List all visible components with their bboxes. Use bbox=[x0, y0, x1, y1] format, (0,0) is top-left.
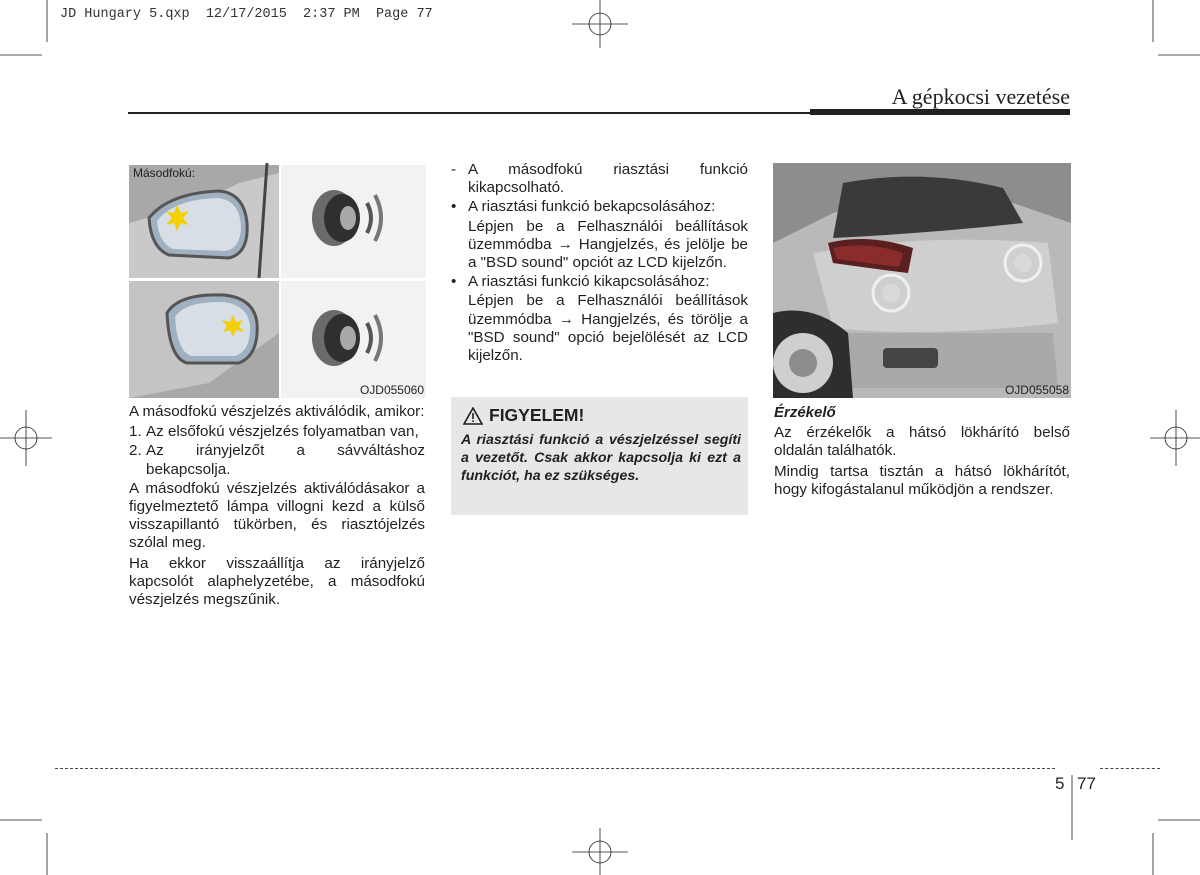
figure-code: OJD055058 bbox=[1004, 383, 1069, 397]
footer-rule-left bbox=[55, 768, 1055, 769]
paragraph: Ha ekkor visszaállítja az irányjelző kapcsolót alaphelyzetébe, a másodfokú vészjelzés megszűnik. bbox=[129, 554, 425, 609]
list-marker bbox=[451, 218, 468, 273]
list-item bbox=[129, 442, 425, 478]
list-text: Az irányjelzőt a sávváltáshoz bekapcsolja. bbox=[146, 442, 425, 478]
header-rule bbox=[128, 112, 810, 114]
list-item bbox=[129, 423, 425, 441]
paragraph: Mindig tartsa tisztán a hátsó lökhárítót, hogy kifogástalanul működjön a rendszer. bbox=[774, 462, 1070, 498]
paragraph: A másodfokú vészjelzés aktiválódásakor a figyelmeztető lámpa villogni kezd a külső visszapillantó tükörben, és riasztójelzés szólal meg. bbox=[129, 479, 425, 552]
warning-triangle-icon bbox=[463, 407, 483, 425]
chapter-number: 5 bbox=[1055, 774, 1065, 793]
page-number: 77 bbox=[1077, 774, 1096, 793]
list-marker: - bbox=[451, 161, 457, 178]
list-item bbox=[451, 198, 748, 216]
column-3 bbox=[774, 404, 1070, 501]
print-slug: JD Hungary 5.qxp 12/17/2015 2:37 PM Page 77 bbox=[60, 7, 433, 22]
list-text: A riasztási funkció kikapcsolásához: bbox=[468, 273, 710, 291]
mirror-illustration bbox=[129, 163, 426, 398]
list-text: Lépjen be a Felhasználói beállítások üzemmódba → Hangjelzés, és jelölje be a "BSD sound" opciót az LCD kijelzőn. bbox=[468, 217, 748, 272]
list-text: Az elsőfokú vészjelzés folyamatban van, bbox=[146, 423, 419, 441]
list-marker bbox=[451, 292, 468, 365]
list-marker: 2. bbox=[129, 442, 142, 460]
list-text: A riasztási funkció bekapcsolásához: bbox=[468, 198, 716, 216]
car-rear-illustration bbox=[773, 163, 1071, 398]
footer-rule-right bbox=[1100, 768, 1160, 769]
list-item bbox=[451, 218, 748, 273]
header-rule-thick bbox=[810, 109, 1070, 115]
figure-code: OJD055060 bbox=[359, 383, 424, 397]
list-text: Lépjen be a Felhasználói beállítások üzemmódba → Hangjelzés, és törölje a "BSD sound" opció bejelölését az LCD kijelzőn. bbox=[468, 292, 748, 365]
list-text: A másodfokú riasztási funkció kikapcsolható. bbox=[468, 161, 748, 197]
warning-text: A riasztási funkció a vészjelzéssel segíti a vezetőt. Csak akkor kapcsolja ki ezt a funkciót, ha ez szükséges. bbox=[461, 432, 741, 485]
list-marker: 1. bbox=[129, 423, 142, 441]
mirror-figure bbox=[129, 163, 426, 398]
column-2 bbox=[451, 161, 748, 366]
section-subheading: Érzékelő bbox=[774, 404, 836, 421]
list-marker: • bbox=[451, 198, 457, 216]
list-marker: • bbox=[451, 273, 457, 291]
list-item bbox=[451, 161, 748, 197]
figure-label: Másodfokú: bbox=[133, 166, 196, 180]
column-1 bbox=[129, 403, 425, 611]
warning-box bbox=[451, 397, 748, 515]
list-item bbox=[451, 273, 748, 291]
car-figure bbox=[773, 163, 1071, 398]
warning-title: FIGYELEM! bbox=[489, 405, 585, 425]
section-title: A gépkocsi vezetése bbox=[891, 84, 1070, 109]
paragraph: Az érzékelők a hátsó lökhárító belső oldalán találhatók. bbox=[774, 424, 1070, 460]
warning-header bbox=[463, 405, 584, 426]
intro-paragraph: A másodfokú vészjelzés aktiválódik, amikor: bbox=[129, 403, 425, 420]
list-item bbox=[451, 292, 748, 365]
